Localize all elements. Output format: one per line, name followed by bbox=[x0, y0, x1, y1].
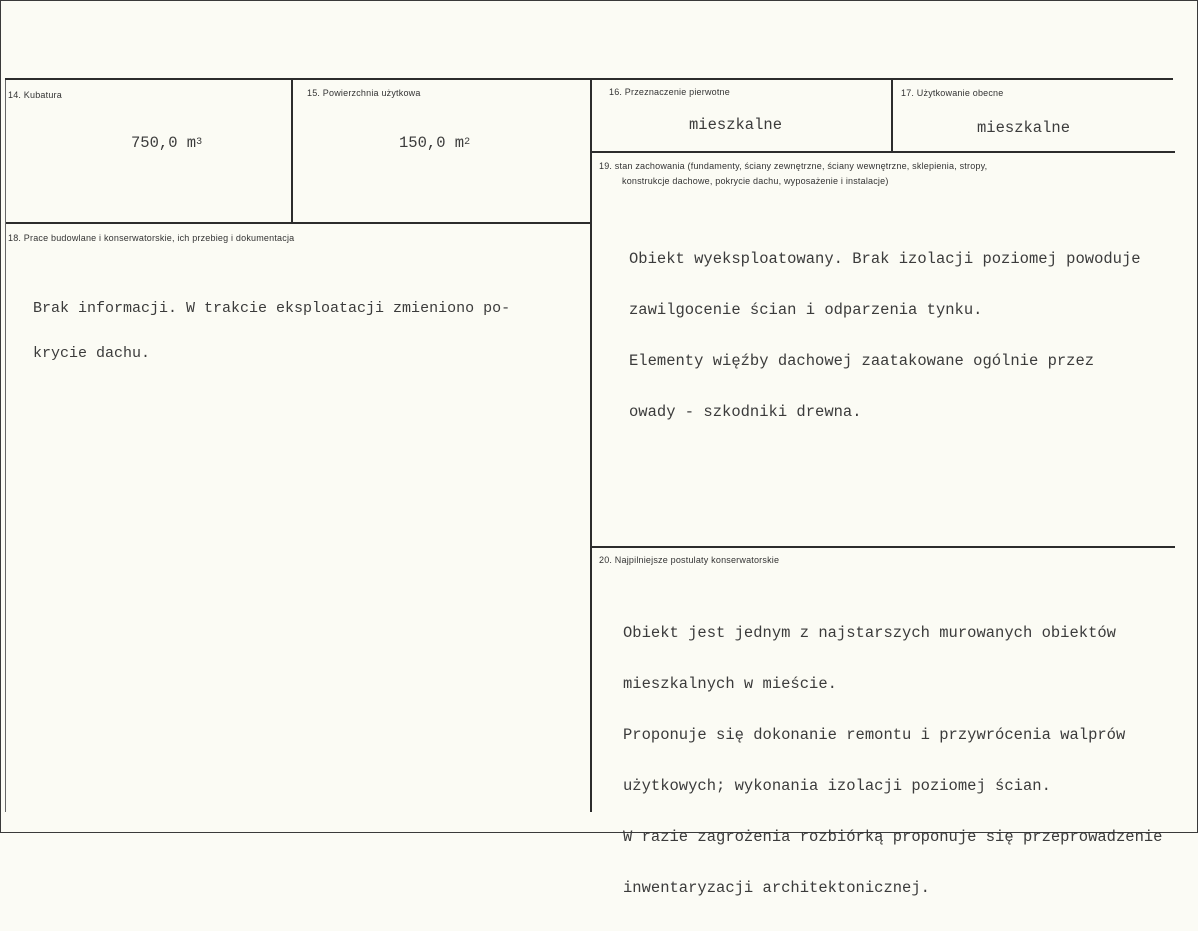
field-18-label: 18. Prace budowlane i konserwatorskie, ich przebieg i dokumentacja bbox=[8, 233, 295, 243]
field-18-line: krycie dachu. bbox=[33, 345, 151, 362]
main-vertical-divider bbox=[590, 80, 592, 812]
field-19-label bbox=[599, 159, 987, 189]
field-17-value: mieszkalne bbox=[977, 119, 1071, 137]
rule-above-20 bbox=[592, 546, 1175, 548]
field-17-label: 17. Użytkowanie obecne bbox=[901, 88, 1004, 98]
field-19-line: owady - szkodniki drewna. bbox=[629, 403, 862, 421]
field-20-line: inwentaryzacji architektonicznej. bbox=[623, 879, 930, 897]
field-19-line: zawilgocenie ścian i odparzenia tynku. bbox=[629, 301, 983, 319]
field-14-value bbox=[131, 135, 202, 154]
field-16-label: 16. Przeznaczenie pierwotne bbox=[609, 87, 730, 97]
rule-under-16-17 bbox=[592, 151, 1175, 153]
field-15-value bbox=[399, 135, 470, 154]
field-20-label: 20. Najpilniejsze postulaty konserwatorskie bbox=[599, 555, 780, 565]
field-18-line: Brak informacji. W trakcie eksploatacji zmieniono po- bbox=[33, 300, 511, 317]
field-20-line: Proponuje się dokonanie remontu i przywrócenia walprów bbox=[623, 726, 1126, 744]
field-15-label: 15. Powierzchnia użytkowa bbox=[307, 88, 421, 98]
field-20-line: mieszkalnych w mieście. bbox=[623, 675, 837, 693]
field-19-line: Elementy więźby dachowej zaatakowane ogólnie przez bbox=[629, 352, 1095, 370]
field-19-label-line: 19. stan zachowania (fundamenty, ściany zewnętrzne, ściany wewnętrzne, sklepienia, stropy, bbox=[599, 161, 988, 171]
rule-under-14-15 bbox=[5, 222, 590, 224]
divider-14-15 bbox=[291, 80, 293, 223]
field-16-value: mieszkalne bbox=[689, 116, 783, 134]
field-20-line: Obiekt jest jednym z najstarszych murowanych obiektów bbox=[623, 624, 1116, 642]
field-15-number: 150,0 m bbox=[399, 134, 465, 152]
field-20-line: W razie zagrożenia rozbiórką proponuje się przeprowadzenie bbox=[623, 828, 1163, 846]
field-18-text bbox=[33, 271, 510, 391]
field-20-text bbox=[623, 591, 1163, 931]
divider-16-17 bbox=[891, 80, 893, 152]
field-19-line: Obiekt wyeksploatowany. Brak izolacji poziomej powoduje bbox=[629, 250, 1141, 268]
left-edge-rule bbox=[5, 80, 6, 812]
field-20-line: użytkowych; wykonania izolacji poziomej ścian. bbox=[623, 777, 1051, 795]
field-19-text bbox=[629, 217, 1141, 455]
field-15-unit-exponent: 2 bbox=[464, 137, 471, 148]
field-14-number: 750,0 m bbox=[131, 134, 197, 152]
field-14-unit-exponent: 3 bbox=[196, 137, 203, 148]
field-14-label: 14. Kubatura bbox=[8, 90, 62, 100]
field-19-label-line: konstrukcje dachowe, pokrycie dachu, wyposażenie i instalacje) bbox=[622, 176, 889, 186]
top-rule bbox=[5, 78, 1173, 80]
